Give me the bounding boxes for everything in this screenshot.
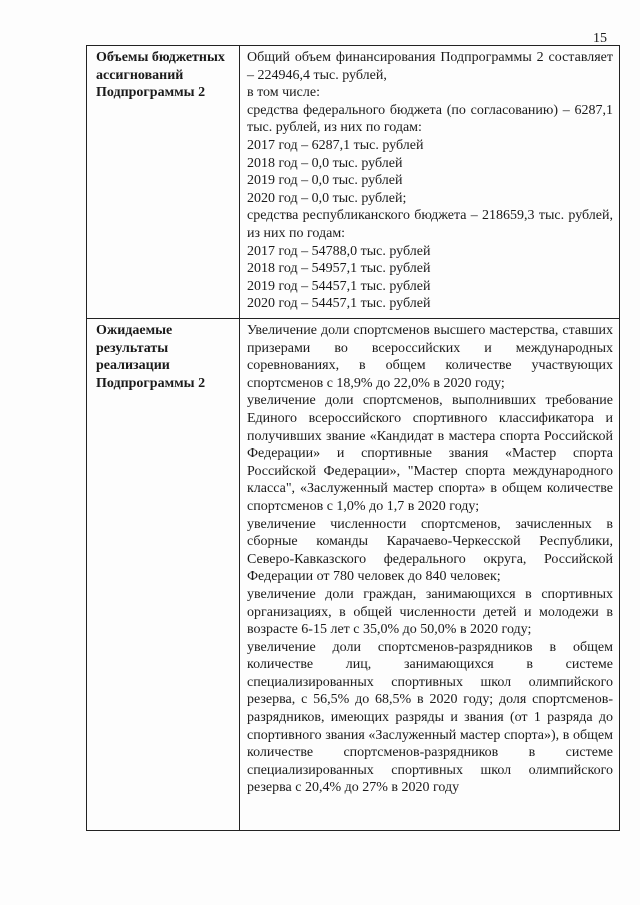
row-label-results: Ожидаемые результаты реализации Подпрограммы 2 <box>87 319 240 831</box>
budget-line: Общий объем финансирования Подпрограммы 2 составляет – 224946,4 тыс. рублей, <box>247 50 613 83</box>
budget-line: 2018 год – 54957,1 тыс. рублей <box>247 261 431 277</box>
passport-table <box>86 45 620 831</box>
row-label-budget: Объемы бюджетных ассигнований Подпрограммы 2 <box>87 46 240 319</box>
row-content-results <box>240 319 620 831</box>
budget-line: в том числе: <box>247 85 320 101</box>
result-paragraph: увеличение доли спортсменов, выполнивших требование Единого всероссийского спортивного классификатора и получивших звание «Кандидат в мастера спорта Российской Федерации» и спортивные звания «Мастер спорта Российской Федерации», "Мастер спорта международного класса", «Заслуженный мастер спорта» в общем количестве спортсменов с 1,0% до 1,7 в 2020 году; <box>247 393 613 514</box>
budget-line: 2020 год – 54457,1 тыс. рублей <box>247 296 431 312</box>
budget-line: 2020 год – 0,0 тыс. рублей; <box>247 190 407 206</box>
row-content-budget <box>240 46 620 319</box>
page-number: 15 <box>593 31 607 46</box>
table-row-budget <box>87 46 620 319</box>
result-paragraph: Увеличение доли спортсменов высшего мастерства, ставших призерами во всероссийских и международных соревнованиях, в общем количестве участвующих спортсменов с 18,9% до 22,0% в 2020 году; <box>247 323 613 391</box>
budget-line: 2017 год – 6287,1 тыс. рублей <box>247 137 424 153</box>
budget-line: 2019 год – 0,0 тыс. рублей <box>247 173 403 189</box>
budget-line: средства республиканского бюджета – 218659,3 тыс. рублей, из них по годам: <box>247 208 613 241</box>
budget-line: 2019 год – 54457,1 тыс. рублей <box>247 278 431 294</box>
budget-line: средства федерального бюджета (по согласованию) – 6287,1 тыс. рублей, из них по годам: <box>247 102 613 136</box>
table-row-results <box>87 319 620 831</box>
result-paragraph: увеличение численности спортсменов, зачисленных в сборные команды Карачаево-Черкесской Республики, Северо-Кавказского федерального округа, Российской Федерации от 780 человек до 840 человек; <box>247 516 613 585</box>
budget-line: 2018 год – 0,0 тыс. рублей <box>247 155 403 171</box>
result-paragraph: увеличение доли граждан, занимающихся в спортивных организациях, в общей численности детей и молодежи в возрасте 6-15 лет с 35,0% до 50,0% в 2020 году; <box>247 586 613 638</box>
result-paragraph: увеличение доли спортсменов-разрядников в общем количестве лиц, занимающихся в системе специализированных спортивных школ олимпийского резерва, с 56,5% до 68,5% в 2020 году; доля спортсменов-разрядников, имеющих разряды и звания (от 1 разряда до спортивного звания «Заслуженный мастер спорта»), в общем количестве спортсменов-разрядников в системе специализированных спортивных школ олимпийского резерва с 20,4% до 27% в 2020 году <box>247 639 613 796</box>
budget-line: 2017 год – 54788,0 тыс. рублей <box>247 243 431 259</box>
